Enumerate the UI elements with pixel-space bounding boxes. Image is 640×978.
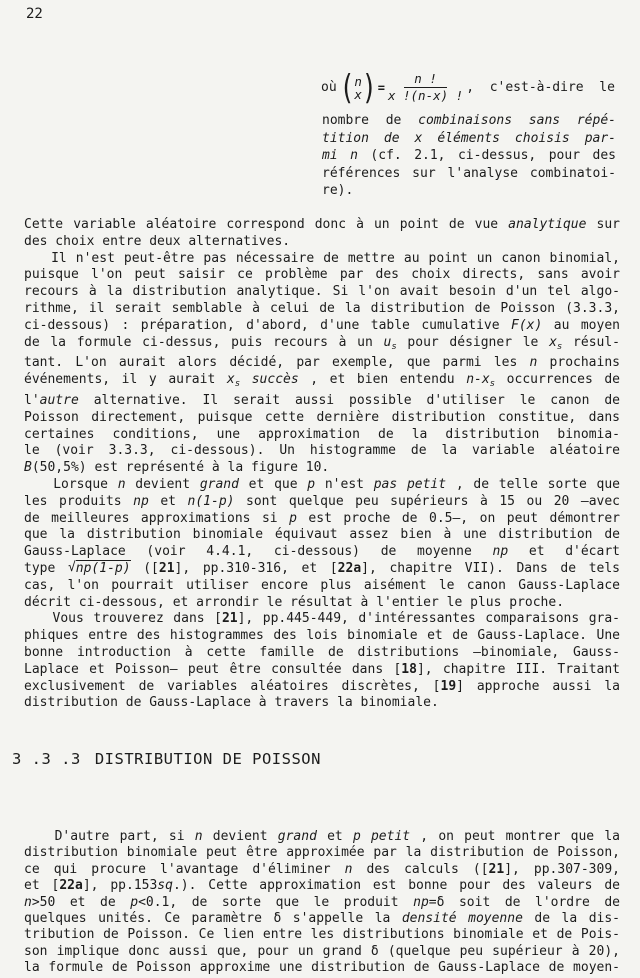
text-line: les produits np et n(1-p) sont quelque peu supérieurs à 15 ou 20 —avec <box>24 493 621 509</box>
binomial-coefficient <box>353 75 363 101</box>
equals-sign: = <box>377 80 385 95</box>
formula-tail: , c'est-à-dire le <box>466 80 615 95</box>
aside-paragraph <box>322 112 616 200</box>
binomial-coefficient-formula <box>321 67 615 108</box>
text-line: le (voir 3.3.3, ci-dessous). Un histogramme de la variable aléatoire <box>24 443 620 459</box>
text-line: mi n (cf. 2.1, ci-dessus, pour des <box>322 148 616 164</box>
fraction <box>388 72 463 103</box>
text-line: et [22a], pp.153sq.). Cette approximation est bonne pour des valeurs de <box>24 878 620 894</box>
left-paren: ( <box>342 67 353 108</box>
binomial-upper: n <box>354 73 362 89</box>
fraction-denominator: x !(n-x) ! <box>387 88 464 103</box>
text-line: que la distribution binomiale équivaut assez bien à une distribution de <box>24 527 620 543</box>
text-line: distribution de Gauss-Laplace à travers la binomiale. <box>24 695 439 711</box>
text-line: exclusivement de variables aléatoires discrètes, [19] approche aussi la <box>24 678 620 694</box>
text-line: de meilleures approximations si p est proche de 0.5—, on peut démontrer <box>24 510 620 526</box>
text-line: Lorsque n devient grand et que p n'est pas petit , de telle sorte que <box>24 476 620 492</box>
text-line: références sur l'analyse combinatoi- <box>322 165 616 181</box>
text-line: décrit ci-dessous, et arrondir le résultat à l'entier le plus proche. <box>24 594 565 610</box>
text-line: re). <box>322 183 354 199</box>
fraction-numerator: n ! <box>404 72 447 88</box>
poisson-text-block <box>24 829 620 977</box>
text-line: ce qui procure l'avantage d'éliminer n des calculs ([21], pp.307-309, <box>24 861 620 877</box>
formula-intro: où <box>321 80 337 95</box>
text-line: distribution binomiale peut être approximée par la distribution de Poisson, <box>24 845 620 861</box>
text-line: Vous trouverez dans [21], pp.445-449, d'intéressantes comparaisons gra- <box>24 611 620 627</box>
text-line: recours à la distribution analytique. Si l'on avait besoin d'un tel algo- <box>24 284 620 300</box>
text-line: l'autre alternative. Il serait aussi possible d'utiliser le canon de <box>24 392 620 408</box>
text-line: nombre de combinaisons sans répé- <box>322 113 616 128</box>
text-line: B(50,5%) est représenté à la figure 10. <box>24 460 330 476</box>
page-number: 22 <box>26 6 43 22</box>
text-line: tant. L'on aurait alors décidé, par exemple, que parmi les n prochains <box>24 355 620 371</box>
text-line: type √np(1-p) ([21], pp.310-316, et [22a], chapitre VII). Dans de tels <box>24 559 620 576</box>
text-line: la formule de Poisson approxime une distribution de Gauss-Laplace de moyen- <box>24 960 620 976</box>
text-line: de la formule ci-dessus, puis recours à un $u_s$ pour désigner le $x_s$ résul- <box>24 334 620 352</box>
text-line: D'autre part, si n devient grand et p petit , on peut montrer que la <box>24 829 620 844</box>
section-number: 3 .3 .3 <box>12 750 81 768</box>
text-line: cas, l'on pourrait utiliser encore plus aisément le canon Gauss-Laplace <box>24 577 620 593</box>
section-heading <box>12 750 321 768</box>
text-line: des choix entre deux alternatives. <box>24 233 291 249</box>
text-line: certaines conditions, une approximation de la distribution binomia- <box>24 426 620 442</box>
text-line: Cette variable aléatoire correspond donc à un point de vue analytique sur <box>24 217 620 232</box>
text-line: rithme, il serait semblable à celui de la distribution de Poisson (3.3.3, <box>24 300 620 316</box>
text-line: bonne introduction à cette famille de distributions —binomiale, Gauss- <box>24 644 620 660</box>
main-text-block <box>24 217 620 712</box>
text-line: puisque l'on peut saisir ce problème par des choix directs, sans avoir <box>24 267 620 283</box>
section-title: DISTRIBUTION DE POISSON <box>94 750 321 768</box>
text-line: Laplace et Poisson— peut être consultée dans [18], chapitre III. Traitant <box>24 661 620 677</box>
right-paren: ) <box>363 67 374 108</box>
text-line: Il n'est peut-être pas nécessaire de mettre au point un canon binomial, <box>24 250 620 266</box>
text-line: quelques unités. Ce paramètre δ s'appelle la densité moyenne de la dis- <box>24 911 621 927</box>
text-line: événements, il y aurait $x_s$ succès , et bien entendu $n-x_s$ occurrences de <box>24 372 621 390</box>
binomial-lower: x <box>354 86 362 102</box>
text-line: Poisson directement, puisque cette dernière distribution constitue, dans <box>24 409 620 425</box>
text-line: n>50 et de p<0.1, de sorte que le produit np=δ soit de l'ordre de <box>24 894 620 910</box>
text-line: ci-dessous) : préparation, d'abord, d'une table cumulative F(x) au moyen <box>24 317 620 333</box>
text-line: tition de x éléments choisis par- <box>322 130 616 146</box>
text-line: son implique donc aussi que, pour un grand δ (quelque peu supérieur à 20), <box>24 943 620 959</box>
text-line: tribution de Poisson. Ce lien entre les distributions binomiale et de Pois- <box>24 927 620 943</box>
text-line: Gauss-Laplace (voir 4.4.1, ci-dessous) de moyenne np et d'écart <box>24 544 620 560</box>
text-line: phiques entre des histogrammes des lois binomiale et de Gauss-Laplace. Une <box>24 628 620 644</box>
